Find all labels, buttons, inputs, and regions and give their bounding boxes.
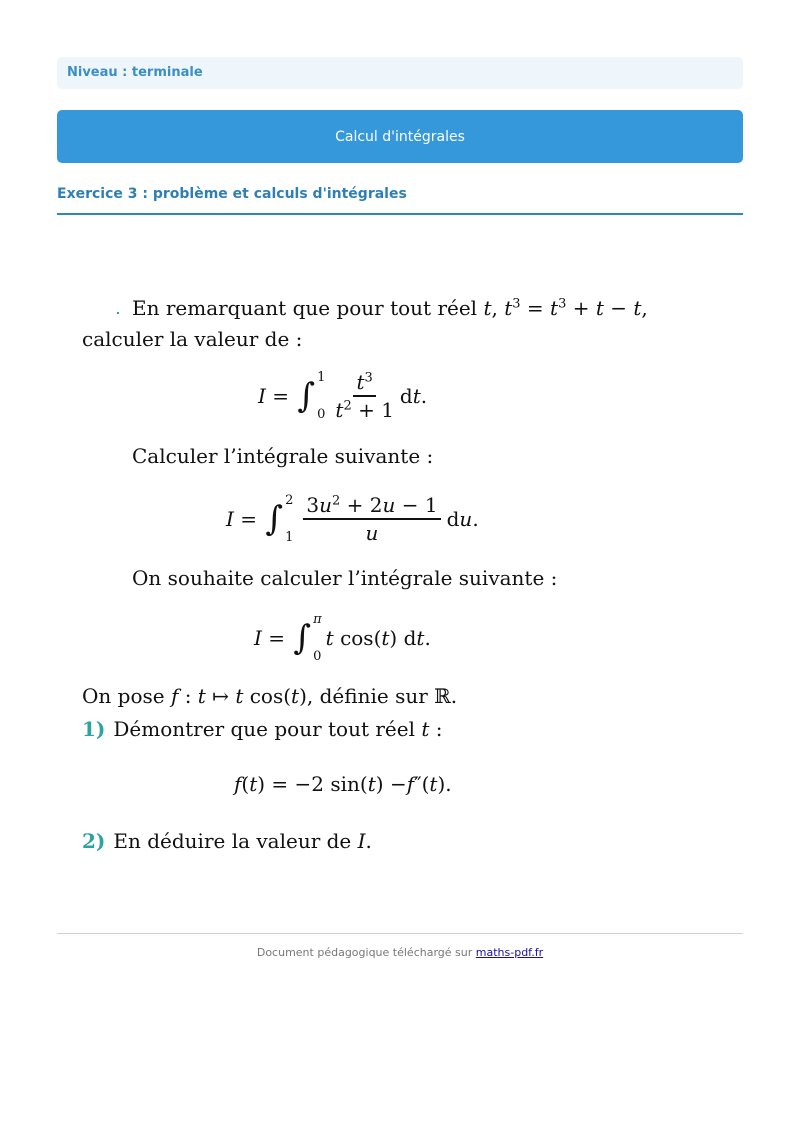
question-1-text: Démontrer que pour tout réel — [113, 717, 416, 741]
page-title-text: Calcul d'intégrales — [335, 128, 465, 145]
paragraph-define-f: On pose f : t ↦ t cos(t), définie sur ℝ. — [82, 684, 458, 708]
question-2-text: En déduire la valeur de — [113, 829, 352, 853]
paragraph-define-f-text: On pose — [82, 684, 165, 708]
paragraph-hint-text: En remarquant que pour tout réel — [132, 296, 478, 320]
footer-divider — [57, 933, 743, 934]
question-1: 1) Démontrer que pour tout réel t : — [82, 717, 443, 741]
integral-3: I = ∫ π 0 t cos( t ) d t . — [254, 612, 431, 664]
footer-text: Document pédagogique téléchargé sur — [256, 946, 473, 959]
integral-1: I = ∫ 1 0 $\frac{t^3}{t^2 + 1}$ d t . — [258, 370, 428, 422]
bullet-mark — [117, 312, 119, 314]
question-2-number: 2) — [82, 829, 106, 853]
paragraph-integral-3-text: On souhaite calculer l’intégrale suivante : — [132, 566, 558, 590]
exercise-heading: Exercice 3 : problème et calculs d'intégrales — [57, 186, 743, 215]
footer-link[interactable]: maths-pdf.fr — [475, 946, 544, 959]
question-1-number: 1) — [82, 717, 106, 741]
paragraph-integral-2 — [132, 444, 433, 468]
equation-f: f ( t ) = −2 sin( t ) − f ″( t ). — [234, 772, 452, 796]
paragraph-define-f-domain: , définie sur — [306, 684, 428, 708]
paragraph-integral-3 — [132, 566, 557, 590]
integral-2: I = ∫ 2 1 $\frac{3u^2 + 2u - 1}{u}$ d u . — [226, 493, 479, 545]
page-title — [57, 110, 743, 163]
paragraph-compute — [82, 327, 302, 351]
footer — [0, 946, 800, 959]
paragraph-integral-2-text: Calculer l’intégrale suivante : — [132, 444, 434, 468]
paragraph-compute-text: calculer la valeur de : — [82, 327, 303, 351]
question-2: 2) En déduire la valeur de I. — [82, 829, 372, 853]
level-badge: Niveau : terminale — [57, 57, 743, 89]
paragraph-hint: En remarquant que pour tout réel t, $t^3 = t^3 + t - t$, — [132, 296, 648, 320]
